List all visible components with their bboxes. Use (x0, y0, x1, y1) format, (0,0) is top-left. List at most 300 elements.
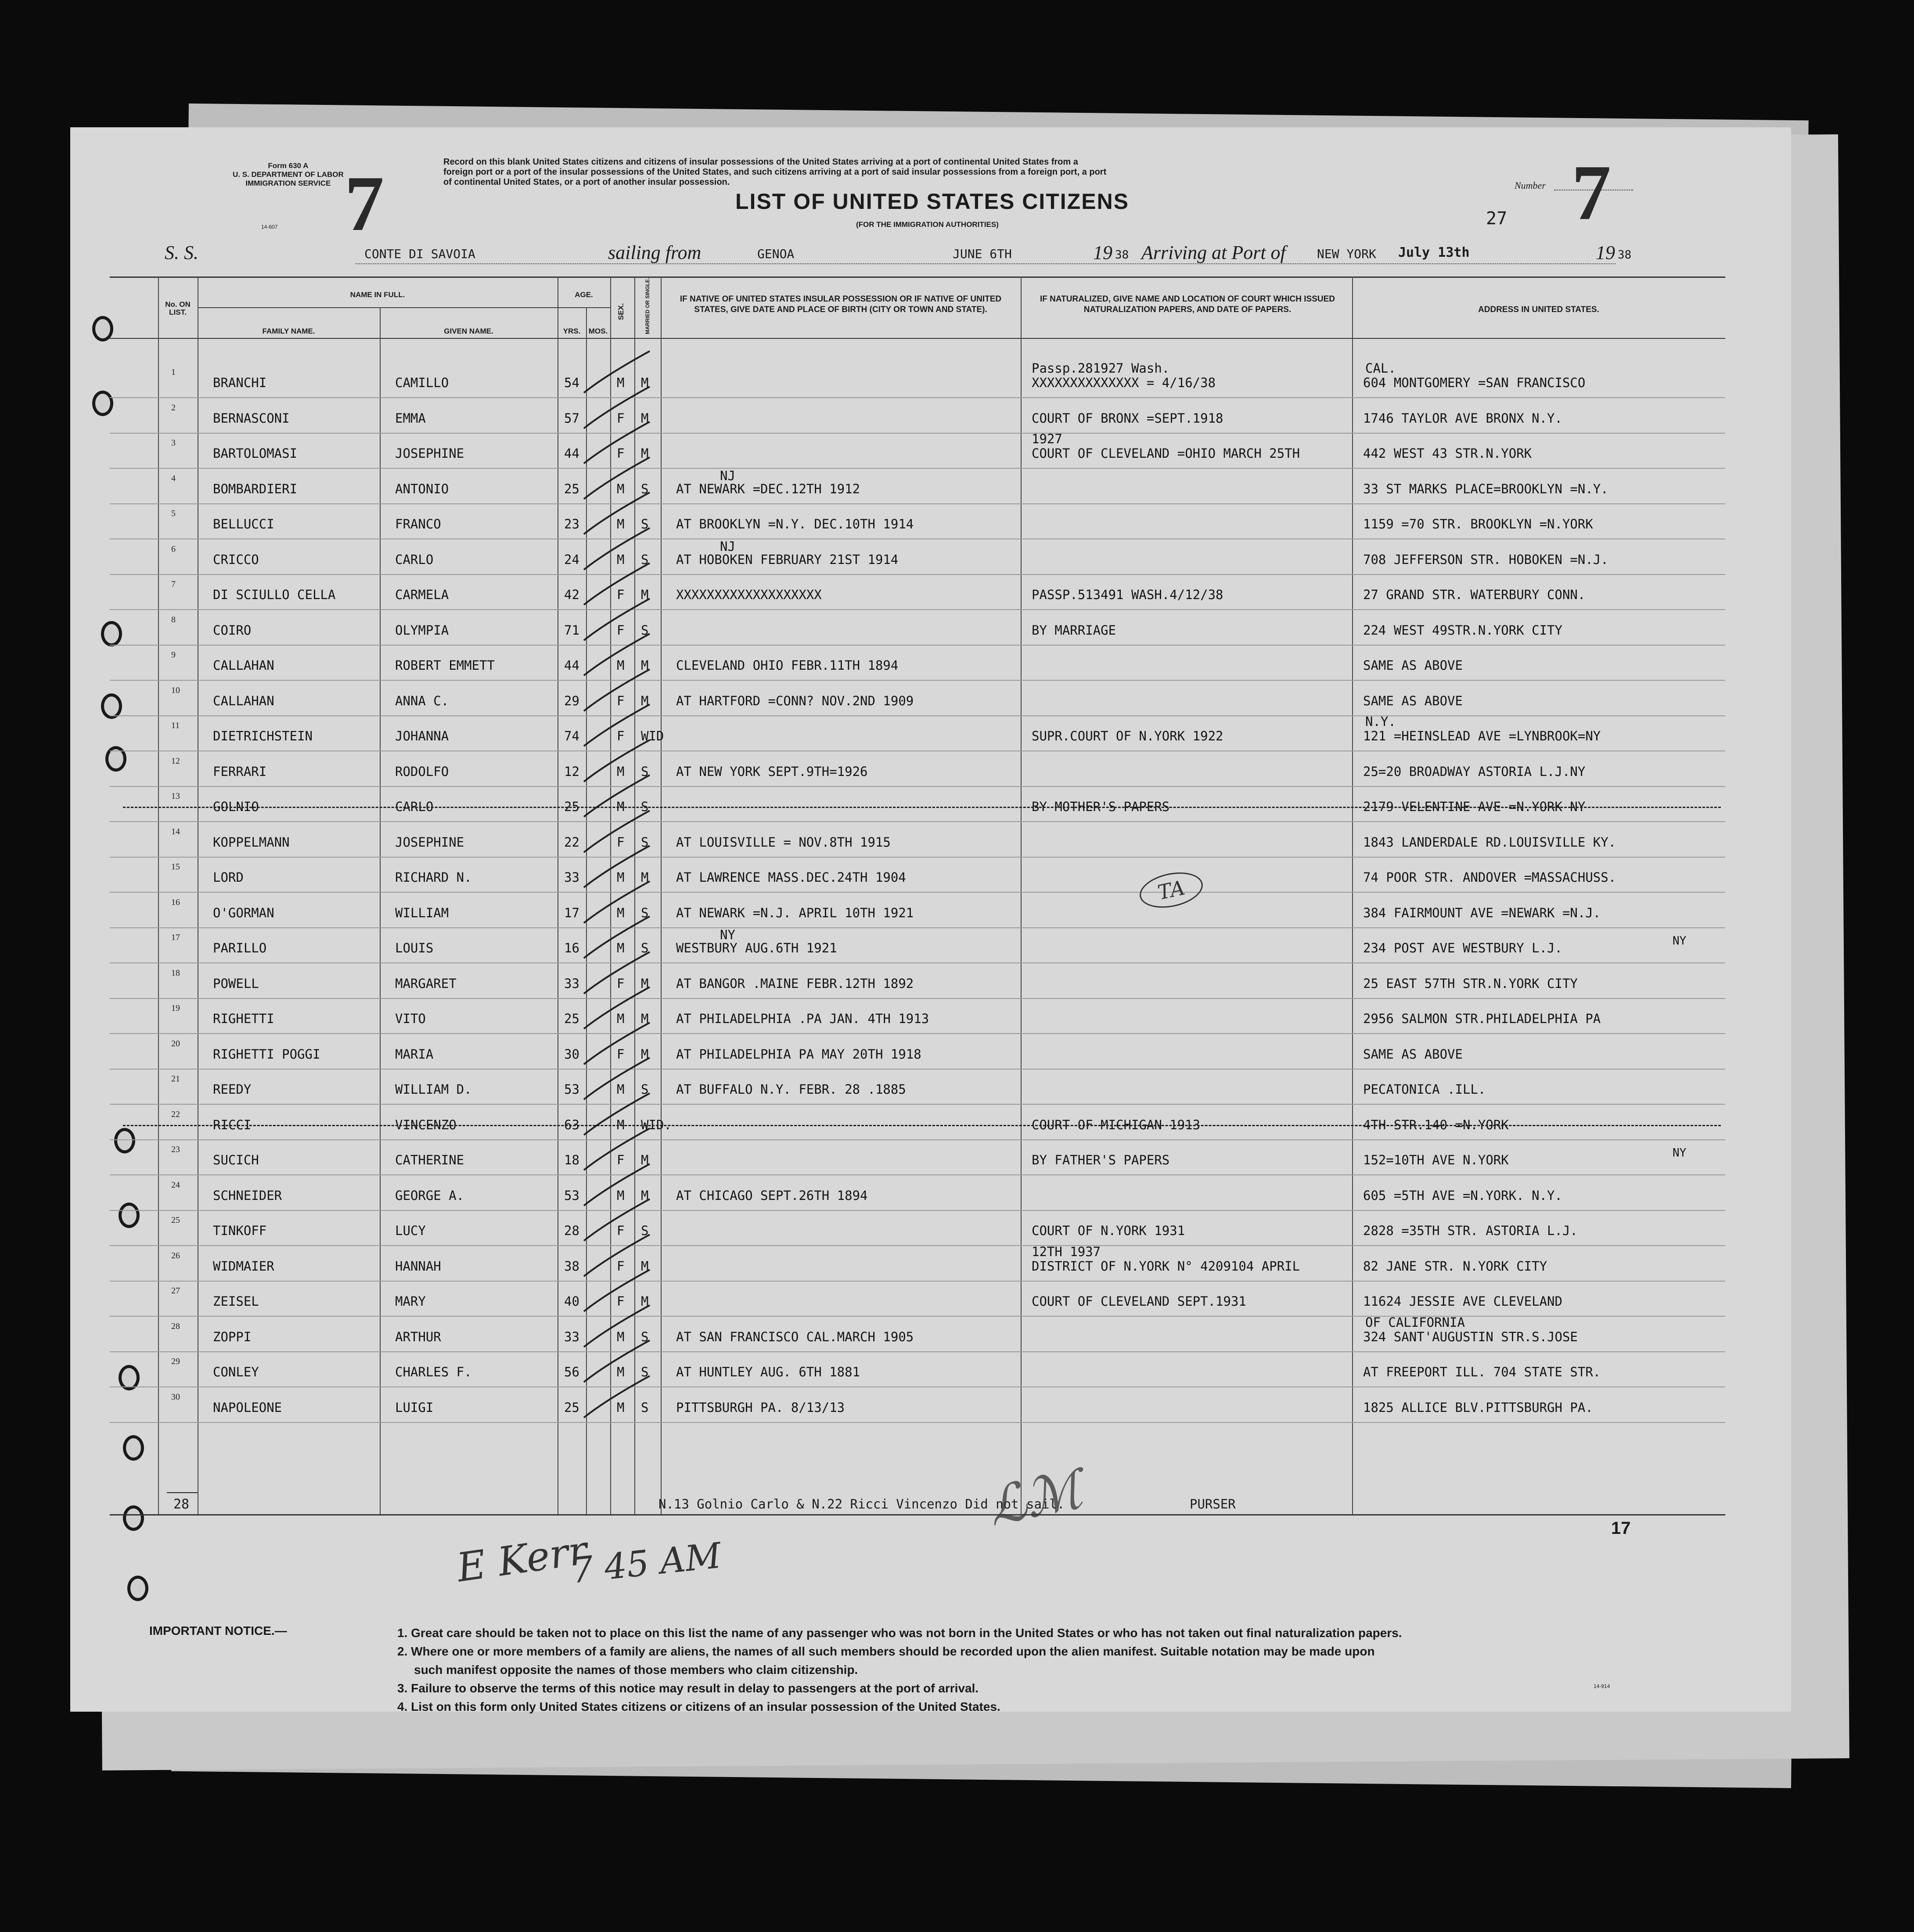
address-cell: 324 SANT'AUGUSTIN STR.S.JOSE (1363, 1329, 1578, 1344)
address-cell: 33 ST MARKS PLACE=BROOKLYN =N.Y. (1363, 481, 1608, 496)
given-name-cell: ROBERT EMMETT (395, 658, 495, 673)
col-header-married: MARRIED OR SINGLE. (644, 277, 651, 334)
sex-cell: M (617, 1082, 625, 1097)
sex-cell: F (617, 693, 625, 708)
row-number: 14 (171, 827, 180, 837)
family-name-cell: SCHNEIDER (213, 1188, 282, 1203)
family-name-cell: NAPOLEONE (213, 1400, 282, 1415)
family-name-cell: BRANCHI (213, 375, 267, 390)
birth-state-annotation: NJ (720, 468, 735, 483)
age-cell: 54 (564, 375, 579, 390)
purser-label: PURSER (1190, 1497, 1236, 1512)
given-name-cell: LUIGI (395, 1400, 434, 1415)
col-divider (1352, 277, 1353, 1514)
given-name-cell: ANNA C. (395, 693, 449, 708)
form-code-bottom: 14-914 (1594, 1683, 1610, 1689)
header-bottom-rule (110, 338, 1725, 339)
row-rule (110, 680, 1725, 681)
sex-cell: M (617, 1011, 625, 1026)
marital-status-cell: M (641, 1153, 649, 1167)
given-name-cell: RODOLFO (395, 764, 449, 779)
row-number: 5 (171, 509, 176, 518)
address-cell: 25=20 BROADWAY ASTORIA L.J.NY (1363, 764, 1586, 779)
voyage-underline (356, 263, 1615, 264)
birth-state-annotation: NJ (720, 539, 735, 554)
given-name-cell: ANTONIO (395, 481, 449, 496)
birth-place-cell: AT NEWARK =DEC.12TH 1912 (676, 481, 860, 496)
given-name-cell: CHARLES F. (395, 1365, 472, 1379)
marital-status-cell: M (641, 976, 649, 991)
row-rule (110, 433, 1725, 434)
did-not-sail-remark: N.13 Golnio Carlo & N.22 Ricci Vincenzo Did not sail. (658, 1497, 1065, 1512)
marital-status-cell: M (641, 870, 649, 885)
service-name: IMMIGRATION SERVICE (245, 179, 331, 187)
birth-place-cell: AT BROOKLYN =N.Y. DEC.10TH 1914 (676, 517, 914, 531)
family-name-cell: CRICCO (213, 552, 259, 567)
marital-status-cell: M (641, 1294, 649, 1309)
given-name-cell: RICHARD N. (395, 870, 472, 885)
family-name-cell: O'GORMAN (213, 905, 274, 920)
handwritten-stamp: TA (1137, 867, 1206, 913)
row-rule (110, 1139, 1725, 1140)
family-name-cell: ZEISEL (213, 1294, 259, 1309)
sex-cell: F (617, 976, 625, 991)
given-name-cell: OLYMPIA (395, 623, 449, 638)
row-number: 15 (171, 862, 180, 872)
row-number: 10 (171, 686, 180, 695)
form-number: Form 630 A (268, 162, 309, 170)
row-number: 29 (171, 1357, 180, 1366)
family-name-cell: DI SCIULLO CELLA (213, 587, 336, 602)
address-cell: 1746 TAYLOR AVE BRONX N.Y. (1363, 411, 1562, 426)
arrival-date: July 13th (1398, 245, 1470, 260)
given-name-cell: LOUIS (395, 941, 434, 955)
ship-name: CONTE DI SAVOIA (364, 247, 475, 261)
row-number: 28 (171, 1322, 180, 1331)
family-name-cell: REEDY (213, 1082, 252, 1097)
row-number: 11 (171, 721, 180, 730)
birth-place-cell: AT SAN FRANCISCO CAL.MARCH 1905 (676, 1329, 914, 1344)
given-name-cell: CARMELA (395, 587, 449, 602)
row-number: 26 (171, 1251, 180, 1260)
col-header-no: No. ON LIST. (165, 300, 191, 316)
row-rule (110, 645, 1725, 646)
address-cell: PECATONICA .ILL. (1363, 1082, 1486, 1097)
age-cell: 25 (564, 1011, 579, 1026)
marital-status-cell: WID (641, 729, 664, 743)
sex-cell: M (617, 870, 625, 885)
departure-port: GENOA (757, 247, 795, 261)
number-label: Number (1515, 180, 1546, 191)
age-cell: 53 (564, 1188, 579, 1203)
col-header-age: AGE. (575, 291, 593, 299)
notice-item: 3. Failure to observe the terms of this notice may result in delay to passengers at the port of arrival. (397, 1681, 979, 1695)
birth-place-cell: AT HUNTLEY AUG. 6TH 1881 (676, 1365, 860, 1379)
row-number: 8 (171, 615, 176, 625)
address-cell: 604 MONTGOMERY =SAN FRANCISCO (1363, 375, 1586, 390)
address-annotation: CAL. (1365, 361, 1396, 376)
address-state-annotation: NY (1673, 1146, 1687, 1160)
notice-item: 4. List on this form only United States citizens or citizens of an insular possession of the United States. (397, 1700, 1000, 1713)
given-name-cell: ARTHUR (395, 1329, 441, 1344)
family-name-cell: TINKOFF (213, 1223, 267, 1238)
given-name-cell: WILLIAM D. (395, 1082, 472, 1097)
age-cell: 74 (564, 729, 579, 743)
marital-status-cell: M (641, 587, 649, 602)
col-header-native: IF NATIVE OF UNITED STATES INSULAR POSSESSION OR IF NATIVE OF UNITED STATES, GIVE DATE AND PLACE OF BIRTH (CITY OR TOWN AND STATE). (680, 294, 1002, 314)
department-name: U. S. DEPARTMENT OF LABOR (233, 170, 344, 179)
row-rule (110, 1386, 1725, 1387)
departure-year: 38 (1115, 248, 1129, 262)
age-cell: 44 (564, 658, 579, 673)
row-number: 22 (171, 1110, 180, 1119)
row-rule (110, 1033, 1725, 1034)
marital-status-cell: S (641, 1223, 649, 1238)
sex-cell: M (617, 481, 625, 496)
row-number: 27 (171, 1286, 180, 1296)
birth-place-cell: AT HOBOKEN FEBRUARY 21ST 1914 (676, 552, 899, 567)
row-rule (110, 609, 1725, 610)
marital-status-cell: M (641, 375, 649, 390)
address-cell: 11624 JESSIE AVE CLEVELAND (1363, 1294, 1562, 1309)
naturalization-cell: COURT OF MICHIGAN 1913 (1032, 1117, 1201, 1132)
sex-cell: M (617, 799, 625, 814)
address-cell: 605 =5TH AVE =N.YORK. N.Y. (1363, 1188, 1562, 1203)
handwritten-time: 7 45 AM (569, 1535, 723, 1591)
birth-place-cell: WESTBURY AUG.6TH 1921 (676, 941, 837, 955)
notice-item: 1. Great care should be taken not to place on this list the name of any passenger who was not born in the United States or who has not taken out final naturalization papers. (397, 1626, 1402, 1640)
age-cell: 25 (564, 481, 579, 496)
family-name-cell: BARTOLOMASI (213, 446, 298, 461)
sex-cell: M (617, 1400, 625, 1415)
notice-item: 2. Where one or more members of a family are aliens, the names of all such members should be recorded upon the alien manifest. Suitable notation may be made upon (397, 1645, 1375, 1658)
given-name-cell: JOHANNA (395, 729, 449, 743)
handwritten-seven-left: 7 (345, 160, 384, 247)
col-header-naturalized: IF NATURALIZED, GIVE NAME AND LOCATION OF COURT WHICH ISSUED NATURALIZATION PAPERS, AND DATE OF PAPERS. (1040, 294, 1335, 314)
age-cell: 28 (564, 1223, 579, 1238)
address-cell: 442 WEST 43 STR.N.YORK (1363, 446, 1532, 461)
sex-cell: M (617, 1329, 625, 1344)
age-cell: 42 (564, 587, 579, 602)
row-rule (110, 1316, 1725, 1317)
marital-status-cell: S (641, 552, 649, 567)
row-rule (110, 468, 1725, 469)
naturalization-cell: BY FATHER'S PAPERS (1032, 1153, 1170, 1167)
row-rule (110, 1174, 1725, 1175)
row-rule (110, 892, 1725, 893)
birth-place-cell: AT LOUISVILLE = NOV.8TH 1915 (676, 835, 891, 850)
given-name-cell: MARGARET (395, 976, 457, 991)
table-top-rule (110, 277, 1725, 278)
family-name-cell: DIETRICHSTEIN (213, 729, 313, 743)
row-number: 21 (171, 1074, 180, 1084)
family-name-cell: WIDMAIER (213, 1259, 274, 1274)
col-divider (158, 277, 159, 1514)
naturalization-cell: COURT OF CLEVELAND SEPT.1931 (1032, 1294, 1246, 1309)
row-number: 25 (171, 1215, 180, 1225)
age-cell: 22 (564, 835, 579, 850)
sex-cell: M (617, 552, 625, 567)
given-name-cell: LUCY (395, 1223, 426, 1238)
address-cell: 384 FAIRMOUNT AVE =NEWARK =N.J. (1363, 905, 1601, 920)
naturalization-cell: BY MARRIAGE (1032, 623, 1116, 638)
address-annotation: N.Y. (1365, 714, 1396, 729)
family-name-cell: FERRARI (213, 764, 267, 779)
sex-cell: F (617, 1153, 625, 1167)
given-name-cell: WILLIAM (395, 905, 449, 920)
row-rule (110, 1069, 1725, 1070)
row-rule (110, 1245, 1725, 1246)
given-name-cell: CATHERINE (395, 1153, 464, 1167)
given-name-cell: HANNAH (395, 1259, 441, 1274)
given-name-cell: FRANCO (395, 517, 441, 531)
marital-status-cell: S (641, 799, 649, 814)
given-name-cell: CAMILLO (395, 375, 449, 390)
form-number-block (233, 162, 344, 188)
sex-cell: F (617, 446, 625, 461)
birth-place-cell: AT BANGOR .MAINE FEBR.12TH 1892 (676, 976, 914, 991)
given-name-cell: CARLO (395, 552, 434, 567)
family-name-cell: COIRO (213, 623, 252, 638)
age-cell: 53 (564, 1082, 579, 1097)
age-cell: 63 (564, 1117, 579, 1132)
row-rule (110, 503, 1725, 504)
address-cell: 4TH STR.140 =N.YORK (1363, 1117, 1509, 1132)
naturalization-annotation: Passp.281927 Wash. (1032, 361, 1170, 376)
row-number: 12 (171, 756, 180, 766)
marital-status-cell: M (641, 1047, 649, 1062)
sex-cell: M (617, 375, 625, 390)
col-divider (661, 277, 662, 1514)
address-cell: SAME AS ABOVE (1363, 693, 1463, 708)
marital-status-cell: S (641, 1400, 649, 1415)
row-number: 23 (171, 1145, 180, 1154)
marital-status-cell: M (641, 693, 649, 708)
handwritten-initials: E Kerr (454, 1527, 590, 1591)
marital-status-cell: M (641, 658, 649, 673)
family-name-cell: SUCICH (213, 1153, 259, 1167)
family-name-cell: POWELL (213, 976, 259, 991)
birth-state-annotation: NY (720, 927, 735, 942)
row-rule (110, 1422, 1725, 1423)
address-cell: 25 EAST 57TH STR.N.YORK CITY (1363, 976, 1578, 991)
sex-cell: F (617, 623, 625, 638)
address-cell: 1159 =70 STR. BROOKLYN =N.YORK (1363, 517, 1593, 531)
page-subtitle: (FOR THE IMMIGRATION AUTHORITIES) (856, 220, 999, 229)
age-cell: 18 (564, 1153, 579, 1167)
family-name-cell: BELLUCCI (213, 517, 274, 531)
col-header-name: NAME IN FULL. (350, 291, 405, 299)
arrival-year-prefix: 19 (1596, 242, 1615, 263)
marital-status-cell: M (641, 1188, 649, 1203)
age-cell: 16 (564, 941, 579, 955)
marital-status-cell: M (641, 411, 649, 426)
naturalization-cell: COURT OF N.YORK 1931 (1032, 1223, 1185, 1238)
age-cell: 44 (564, 446, 579, 461)
family-name-cell: LORD (213, 870, 244, 885)
row-rule (110, 1210, 1725, 1211)
marital-status-cell: S (641, 1365, 649, 1379)
age-cell: 12 (564, 764, 579, 779)
col-header-yrs: YRS. (563, 327, 581, 335)
row-number: 17 (171, 933, 180, 942)
birth-place-cell: AT CHICAGO SEPT.26TH 1894 (676, 1188, 868, 1203)
row-rule (110, 1281, 1725, 1282)
row-number: 9 (171, 650, 176, 660)
row-number: 1 (171, 367, 176, 377)
instruction-line: foreign port or a port of the insular possessions of the United States, and such citizens arriving at a port of said insular possessions from a foreign port, a port (443, 167, 1107, 177)
address-cell: 82 JANE STR. N.YORK CITY (1363, 1259, 1547, 1274)
age-cell: 30 (564, 1047, 579, 1062)
row-number: 6 (171, 544, 176, 554)
sex-cell: M (617, 1188, 625, 1203)
marital-status-cell: WID. (641, 1117, 672, 1132)
row-rule (110, 397, 1725, 398)
given-name-cell: MARIA (395, 1047, 434, 1062)
row-rule (110, 998, 1725, 999)
address-cell: SAME AS ABOVE (1363, 1047, 1463, 1062)
age-cell: 33 (564, 1329, 579, 1344)
address-cell: 27 GRAND STR. WATERBURY CONN. (1363, 587, 1586, 602)
col-header-family-name: FAMILY NAME. (262, 327, 315, 335)
row-number: 13 (171, 791, 180, 801)
family-name-cell: RIGHETTI (213, 1011, 274, 1026)
naturalization-cell: COURT OF BRONX =SEPT.1918 (1032, 411, 1223, 426)
col-header-sex: SEX. (617, 303, 625, 320)
birth-place-cell: AT BUFFALO N.Y. FEBR. 28 .1885 (676, 1082, 906, 1097)
record-instructions (443, 157, 1106, 187)
family-name-cell: KOPPELMANN (213, 835, 290, 850)
sheet-number: 27 (1486, 208, 1507, 229)
total-count: 28 (173, 1497, 190, 1512)
given-name-cell: VITO (395, 1011, 426, 1026)
marital-status-cell: S (641, 481, 649, 496)
marital-status-cell: S (641, 905, 649, 920)
marital-status-cell: M (641, 446, 649, 461)
address-cell: 234 POST AVE WESTBURY L.J. (1363, 941, 1562, 955)
row-rule (110, 1351, 1725, 1352)
sex-cell: F (617, 835, 625, 850)
marital-status-cell: S (641, 1329, 649, 1344)
marital-status-cell: S (641, 623, 649, 638)
family-name-cell: BERNASCONI (213, 411, 290, 426)
address-cell: 152=10TH AVE N.YORK (1363, 1153, 1509, 1167)
sex-cell: F (617, 1047, 625, 1062)
birth-place-cell: AT LAWRENCE MASS.DEC.24TH 1904 (676, 870, 906, 885)
row-number: 30 (171, 1392, 180, 1402)
naturalization-annotation: 12TH 1937 (1032, 1244, 1101, 1259)
form-code: 14-607 (261, 224, 278, 230)
address-cell: 121 =HEINSLEAD AVE =LYNBROOK=NY (1363, 729, 1601, 743)
naturalization-cell: SUPR.COURT OF N.YORK 1922 (1032, 729, 1223, 743)
address-cell: SAME AS ABOVE (1363, 658, 1463, 673)
row-number: 3 (171, 438, 176, 448)
sex-cell: M (617, 764, 625, 779)
col-divider (380, 307, 381, 1514)
arrival-year: 38 (1618, 248, 1632, 262)
row-number: 19 (171, 1003, 180, 1013)
family-name-cell: BOMBARDIERI (213, 481, 298, 496)
sex-cell: M (617, 658, 625, 673)
row-rule (110, 962, 1725, 963)
naturalization-cell: XXXXXXXXXXXXXX = 4/16/38 (1032, 375, 1216, 390)
row-number: 2 (171, 403, 176, 413)
naturalization-cell: PASSP.513491 WASH.4/12/38 (1032, 587, 1223, 602)
marital-status-cell: S (641, 835, 649, 850)
given-name-cell: JOSEPHINE (395, 446, 464, 461)
family-name-cell: ZOPPI (213, 1329, 252, 1344)
sex-cell: F (617, 587, 625, 602)
instruction-line: Record on this blank United States citizens and citizens of insular possessions of the United States arriving at a port of continental United States from a (443, 157, 1078, 167)
departure-year-prefix: 19 (1093, 242, 1112, 263)
arrival-port: NEW YORK (1317, 247, 1376, 261)
naturalization-cell: COURT OF CLEVELAND =OHIO MARCH 25TH (1032, 446, 1300, 461)
address-cell: 74 POOR STR. ANDOVER =MASSACHUSS. (1363, 870, 1616, 885)
age-cell: 56 (564, 1365, 579, 1379)
age-cell: 17 (564, 905, 579, 920)
row-number: 7 (171, 579, 176, 589)
col-divider (1021, 277, 1022, 1514)
naturalization-cell: DISTRICT OF N.YORK N° 4209104 APRIL (1032, 1259, 1300, 1274)
family-name-cell: CONLEY (213, 1365, 259, 1379)
given-name-cell: JOSEPHINE (395, 835, 464, 850)
row-number: 24 (171, 1180, 180, 1190)
row-rule (110, 715, 1725, 716)
row-rule (110, 821, 1725, 822)
sex-cell: F (617, 1223, 625, 1238)
marital-status-cell: S (641, 1082, 649, 1097)
age-cell: 33 (564, 976, 579, 991)
birth-place-cell: AT PHILADELPHIA .PA JAN. 4TH 1913 (676, 1011, 929, 1026)
name-subheader-rule (198, 307, 558, 308)
struck-through-line (123, 807, 1721, 808)
age-subheader-rule (558, 307, 610, 308)
age-cell: 38 (564, 1259, 579, 1274)
sex-cell: F (617, 729, 625, 743)
page-title: LIST OF UNITED STATES CITIZENS (735, 189, 1130, 214)
sex-cell: M (617, 517, 625, 531)
address-cell: AT FREEPORT ILL. 704 STATE STR. (1363, 1365, 1601, 1379)
citizen-list-form (110, 132, 1725, 1713)
marital-status-cell: M (641, 1259, 649, 1274)
marital-status-cell: S (641, 517, 649, 531)
check-slash-mark (579, 1374, 654, 1422)
sex-cell: M (617, 941, 625, 955)
birth-place-cell: CLEVELAND OHIO FEBR.11TH 1894 (676, 658, 899, 673)
family-name-cell: CALLAHAN (213, 693, 274, 708)
departure-date: JUNE 6TH (953, 247, 1012, 261)
birth-place-cell: AT NEWARK =N.J. APRIL 10TH 1921 (676, 905, 914, 920)
address-cell: 2828 =35TH STR. ASTORIA L.J. (1363, 1223, 1578, 1238)
sex-cell: M (617, 1365, 625, 1379)
given-name-cell: CARLO (395, 799, 434, 814)
birth-place-cell: AT PHILADELPHIA PA MAY 20TH 1918 (676, 1047, 921, 1062)
family-name-cell: GOLNIO (213, 799, 259, 814)
given-name-cell: MARY (395, 1294, 426, 1309)
address-cell: 2956 SALMON STR.PHILADELPHIA PA (1363, 1011, 1601, 1026)
given-name-cell: EMMA (395, 411, 426, 426)
given-name-cell: VINCENZO (395, 1117, 457, 1132)
row-rule (110, 857, 1725, 858)
row-rule (110, 574, 1725, 575)
row-rule (110, 1104, 1725, 1105)
address-cell: 1843 LANDERDALE RD.LOUISVILLE KY. (1363, 835, 1616, 850)
struck-through-line (123, 1125, 1721, 1126)
marital-status-cell: S (641, 941, 649, 955)
age-cell: 23 (564, 517, 579, 531)
sex-cell: F (617, 1259, 625, 1274)
row-number: 4 (171, 474, 176, 483)
